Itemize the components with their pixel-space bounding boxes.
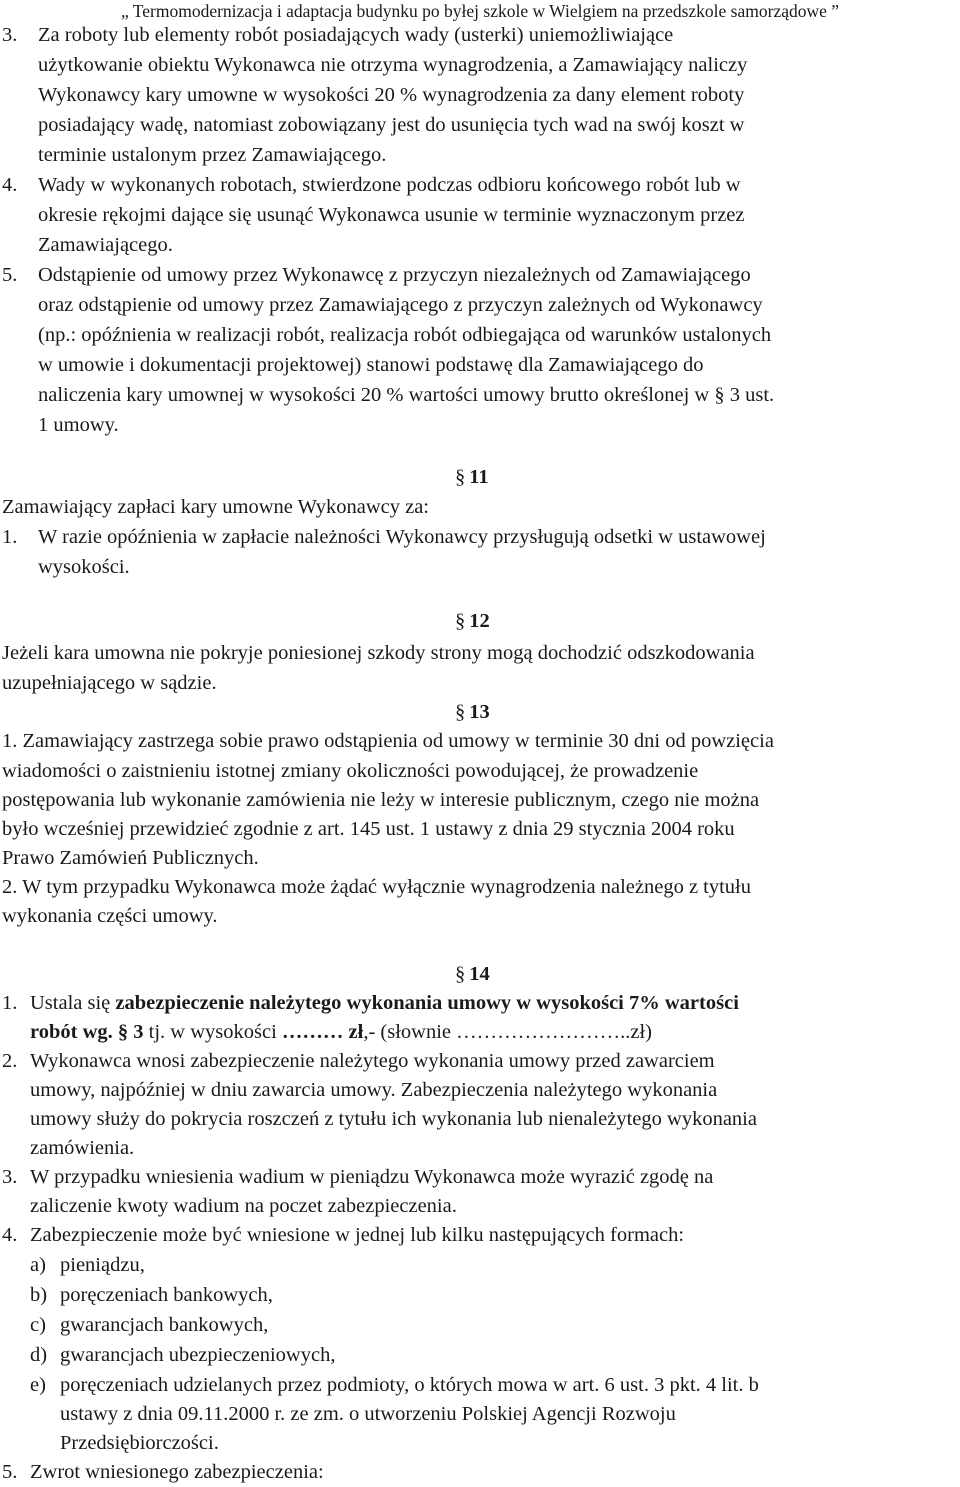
form-text: gwarancjach bankowych, bbox=[60, 1314, 269, 1336]
text-line: Prawo Zamówień Publicznych. bbox=[2, 847, 259, 869]
item-number: 3. bbox=[2, 1166, 18, 1188]
section-heading bbox=[455, 959, 490, 989]
text-line: Zabezpieczenie może być wniesione w jednej lub kilku następujących formach: bbox=[30, 1224, 685, 1246]
form-label: a) bbox=[30, 1254, 46, 1276]
text-line: umowy służy do pokrycia roszczeń z tytułu ich wykonania lub nienależytego wykonania bbox=[30, 1108, 757, 1130]
text-line: 2. W tym przypadku Wykonawca może żądać wyłącznie wynagrodzenia należnego z tytułu bbox=[2, 876, 752, 898]
section-number: 11 bbox=[469, 466, 489, 488]
text-line: Wykonawcy kary umowne w wysokości 20 % wynagrodzenia za dany element roboty bbox=[38, 84, 745, 106]
text-span: Ustala się bbox=[30, 992, 116, 1014]
text-line: W przypadku wniesienia wadium w pieniądzu Wykonawca może wyrazić zgodę na bbox=[30, 1166, 714, 1188]
text-line: 1. Zamawiający zastrzega sobie prawo odstąpienia od umowy w terminie 30 dni od powzięcia bbox=[2, 730, 774, 752]
text-line: terminie ustalonym przez Zamawiającego. bbox=[38, 144, 387, 166]
section-sign: § bbox=[455, 963, 466, 985]
text-line: (np.: opóźnienia w realizacji robót, realizacja robót odbiegająca od warunków ustalonych bbox=[38, 324, 772, 346]
text-line: wysokości. bbox=[38, 556, 130, 578]
section-sign: § bbox=[455, 610, 466, 632]
section-heading bbox=[455, 697, 490, 727]
text-line: użytkowanie obiektu Wykonawca nie otrzyma wynagrodzenia, a Zamawiający naliczy bbox=[38, 54, 748, 76]
paragraph-number: 5. bbox=[2, 264, 18, 286]
form-text: gwarancjach ubezpieczeniowych, bbox=[60, 1344, 336, 1366]
form-text: ustawy z dnia 09.11.2000 r. ze zm. o utworzeniu Polskiej Agencji Rozwoju bbox=[60, 1403, 676, 1425]
text-line: umowy, najpóźniej w dniu zawarcia umowy. Zabezpieczenia należytego wykonania bbox=[30, 1079, 718, 1101]
text-line: zamówienia. bbox=[30, 1137, 135, 1159]
form-label: e) bbox=[30, 1374, 46, 1396]
text-line: Za roboty lub elementy robót posiadających wady (usterki) uniemożliwiające bbox=[38, 24, 674, 46]
document-header: „ Termomodernizacja i adaptacja budynku po byłej szkole w Wielgiem na przedszkole samorządowe ” bbox=[120, 1, 840, 21]
form-label: b) bbox=[30, 1284, 48, 1306]
text-span: tj. w wysokości bbox=[143, 1021, 282, 1043]
text-line: Zwrot wniesionego zabezpieczenia: bbox=[30, 1461, 324, 1483]
text-span: 3 ust. bbox=[729, 384, 775, 406]
text-line: postępowania lub wykonanie zamówienia nie leży w interesie publicznym, czego nie można bbox=[2, 789, 760, 811]
text-line: Wady w wykonanych robotach, stwierdzone podczas odbioru końcowego robót lub w bbox=[38, 174, 741, 196]
text-line: Wykonawca wnosi zabezpieczenie należytego wykonania umowy przed zawarciem bbox=[30, 1050, 715, 1072]
text-line: uzupełniającego w sądzie. bbox=[2, 672, 217, 694]
text-span: naliczenia kary umownej w wysokości 20 % wartości umowy brutto określonej w bbox=[38, 384, 710, 406]
section-number: 14 bbox=[469, 963, 490, 985]
text-line: wykonania części umowy. bbox=[2, 905, 218, 927]
text-line: 1 umowy. bbox=[38, 414, 119, 436]
section-sign: § bbox=[714, 384, 725, 406]
bold-text: zabezpieczenie należytego wykonania umowy w wysokości 7% wartości bbox=[115, 992, 739, 1014]
text-line bbox=[30, 988, 739, 1018]
paragraph-number: 4. bbox=[2, 174, 18, 196]
form-label: c) bbox=[30, 1314, 46, 1336]
section-number: 13 bbox=[469, 701, 490, 723]
section-sign: § bbox=[455, 701, 466, 723]
section-sign: § bbox=[455, 466, 466, 488]
text-line: Jeżeli kara umowna nie pokryje poniesionej szkody strony mogą dochodzić odszkodowania bbox=[2, 642, 755, 664]
paragraph-number: 3. bbox=[2, 24, 18, 46]
text-line: zaliczenie kwoty wadium na poczet zabezpieczenia. bbox=[30, 1195, 457, 1217]
text-line: okresie rękojmi dające się usunąć Wykonawca usunie w terminie wyznaczonym przez bbox=[38, 204, 745, 226]
text-line bbox=[38, 380, 774, 410]
item-number: 4. bbox=[2, 1224, 18, 1246]
text-line: oraz odstąpienie od umowy przez Zamawiającego z przyczyn zależnych od Wykonawcy bbox=[38, 294, 763, 316]
section-number: 12 bbox=[469, 610, 490, 632]
item-number: 1. bbox=[2, 992, 18, 1014]
text-line bbox=[30, 1017, 652, 1047]
section-sign: § bbox=[117, 1021, 129, 1043]
bold-text: 3 bbox=[133, 1021, 144, 1043]
form-label: d) bbox=[30, 1344, 48, 1366]
form-text: pieniądzu, bbox=[60, 1254, 145, 1276]
form-text: poręczeniach bankowych, bbox=[60, 1284, 273, 1306]
section-heading bbox=[455, 606, 490, 636]
form-text: poręczeniach udzielanych przez podmioty, o których mowa w art. 6 ust. 3 pkt. 4 lit. b bbox=[60, 1374, 759, 1396]
text-line: Zamawiającego. bbox=[38, 234, 173, 256]
text-line: Zamawiający zapłaci kary umowne Wykonawcy za: bbox=[2, 496, 429, 518]
text-line: było wcześniej przewidzieć zgodnie z art. 145 ust. 1 ustawy z dnia 29 stycznia 2004 roku bbox=[2, 818, 735, 840]
section-heading bbox=[455, 462, 489, 492]
text-line: W razie opóźnienia w zapłacie należności Wykonawcy przysługują odsetki w ustawowej bbox=[38, 526, 766, 548]
item-number: 1. bbox=[2, 526, 18, 548]
text-line: posiadający wadę, natomiast zobowiązany jest do usunięcia tych wad na swój koszt w bbox=[38, 114, 745, 136]
text-span: ,- (słownie ……………………..zł) bbox=[363, 1021, 652, 1043]
text-line: Odstąpienie od umowy przez Wykonawcę z przyczyn niezależnych od Zamawiającego bbox=[38, 264, 751, 286]
text-line: wiadomości o zaistnieniu istotnej zmiany okoliczności powodującej, że prowadzenie bbox=[2, 760, 699, 782]
text-line: w umowie i dokumentacji projektowej) stanowi podstawę dla Zamawiającego do bbox=[38, 354, 704, 376]
item-number: 2. bbox=[2, 1050, 18, 1072]
form-text: Przedsiębiorczości. bbox=[60, 1432, 219, 1454]
bold-text: robót wg. bbox=[30, 1021, 118, 1043]
bold-text: ……… zł bbox=[281, 1021, 364, 1043]
item-number: 5. bbox=[2, 1461, 18, 1483]
